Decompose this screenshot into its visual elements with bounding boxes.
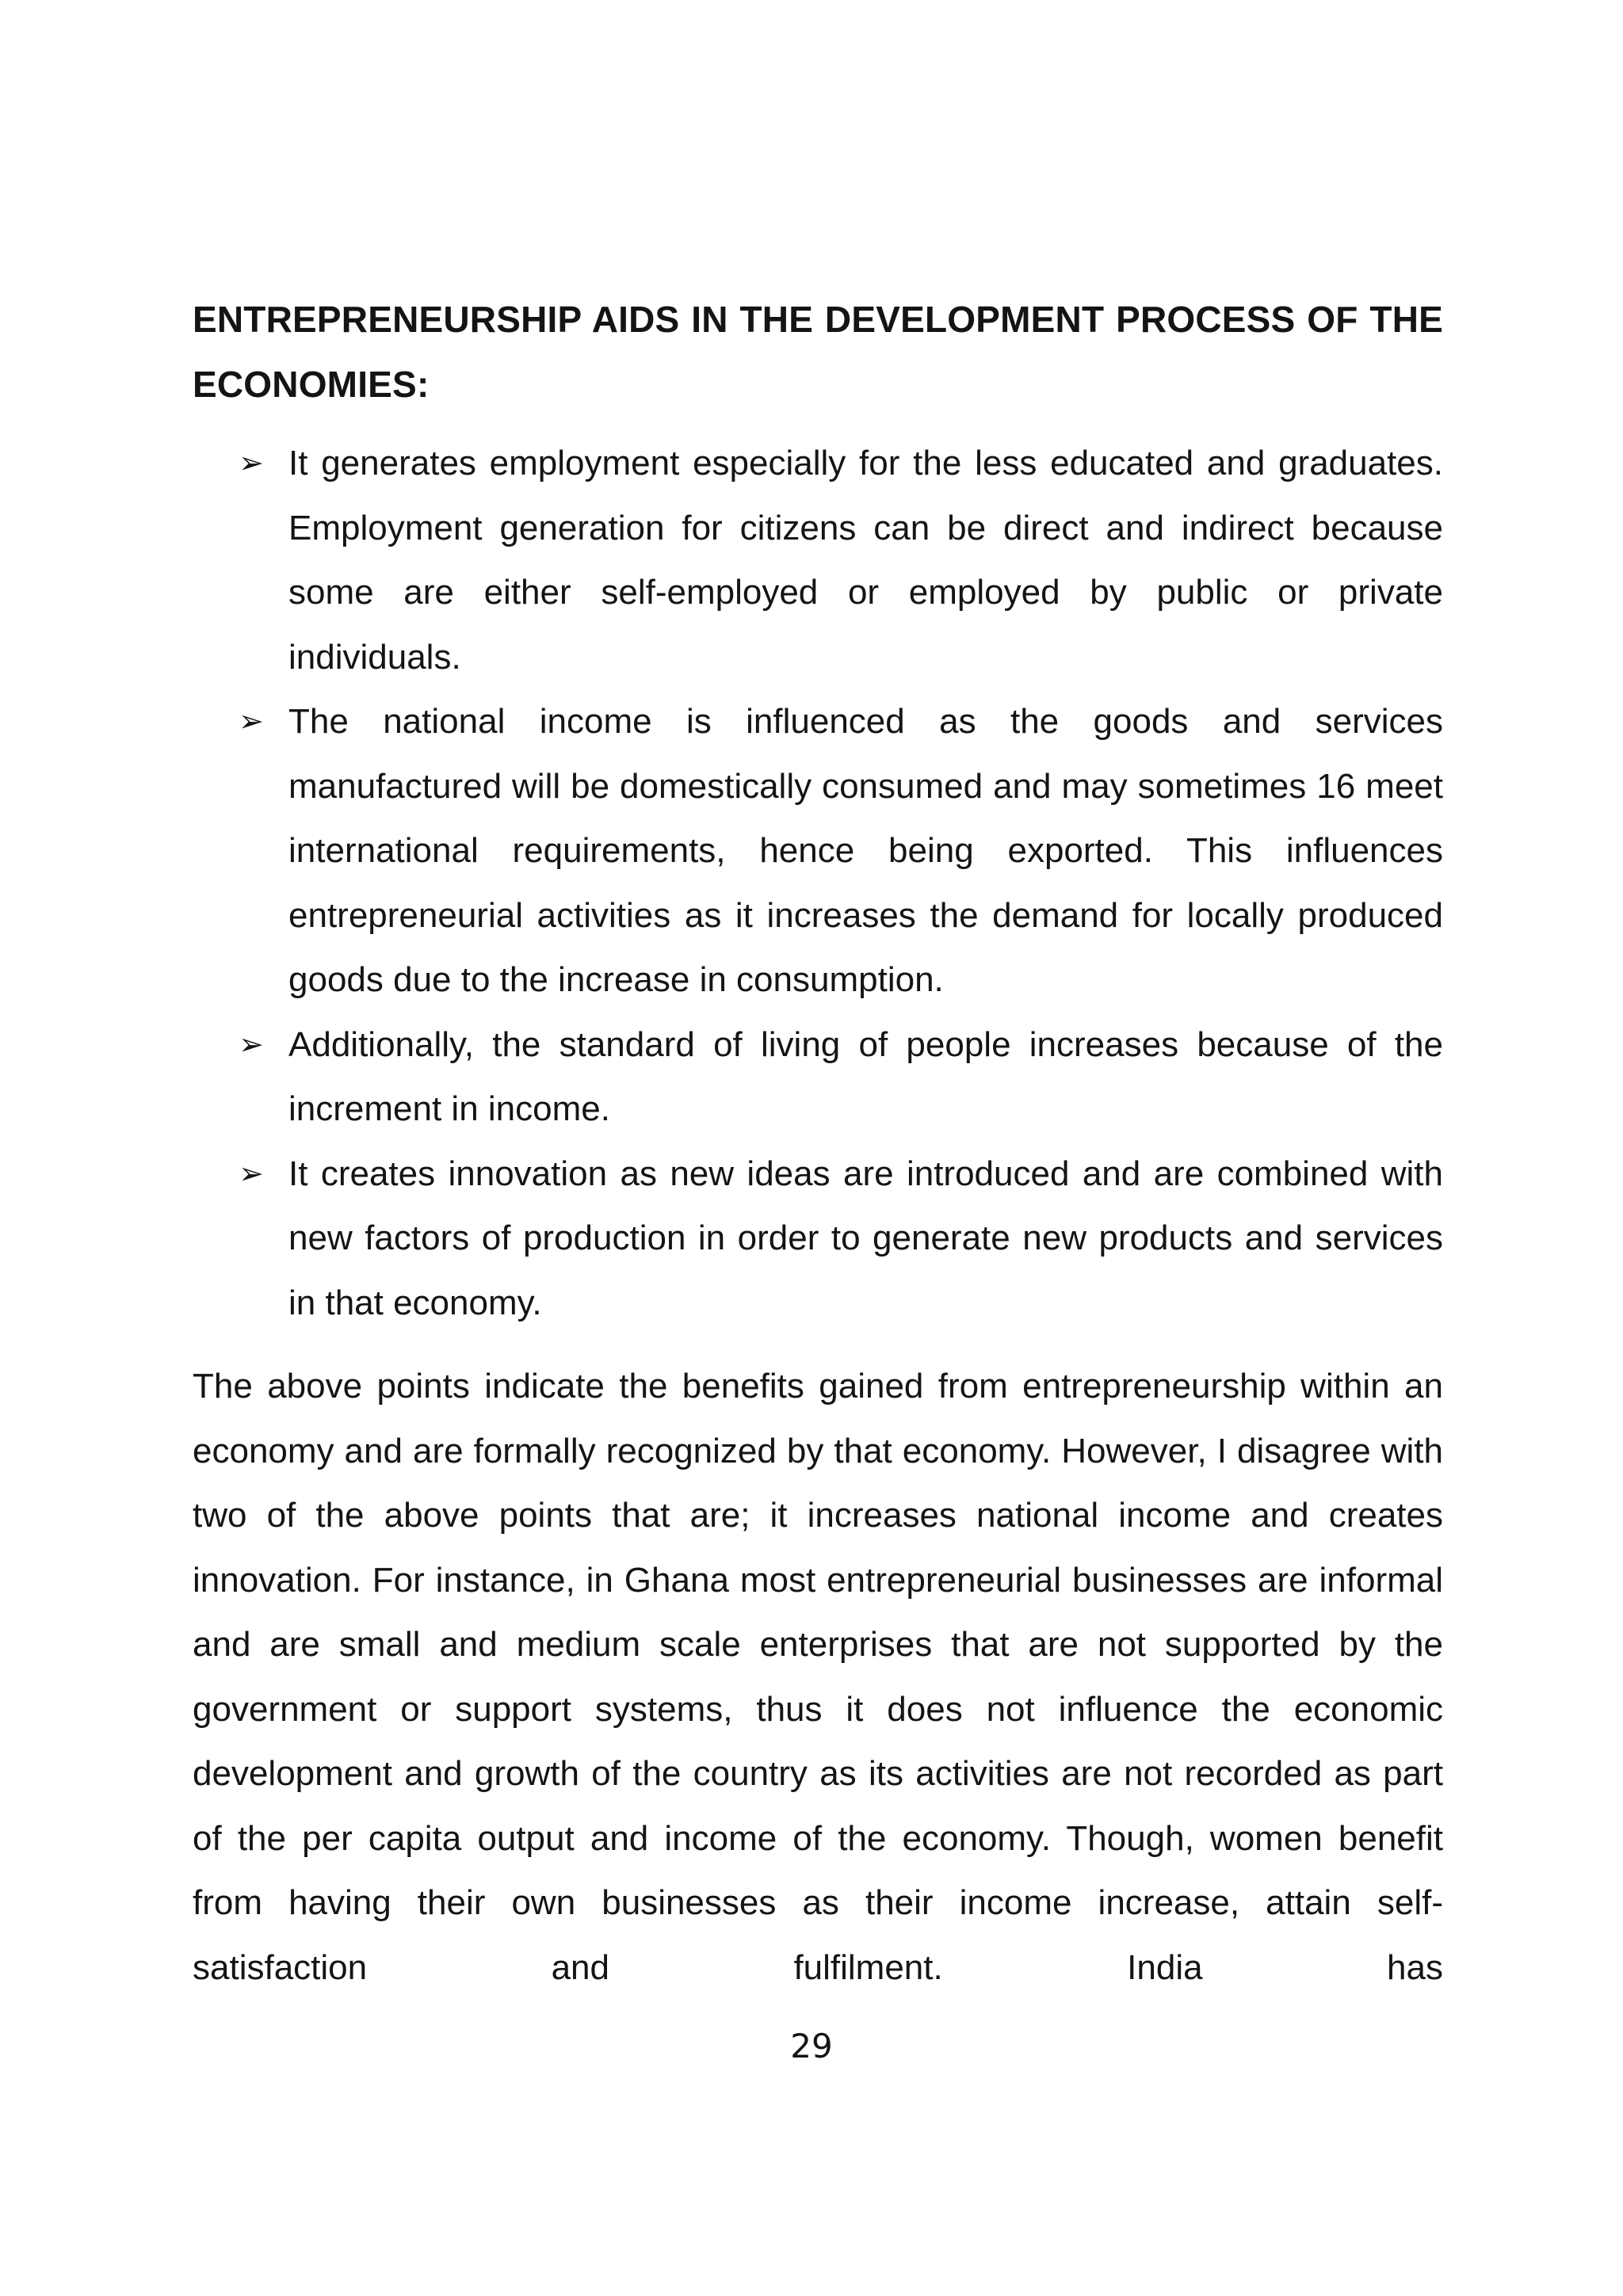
section-heading: ENTREPRENEURSHIP AIDS IN THE DEVELOPMENT PROCESS OF THE ECONOMIES: xyxy=(193,299,1443,405)
bullet-list xyxy=(193,431,1443,1335)
body-paragraph: The above points indicate the benefits gained from entrepreneurship within an economy and are formally recognized by that economy. However, I disagree with two of the above points that are; it increases national income and creates innovation. For instance, in Ghana most entrepreneurial businesses are informal and are small and medium scale enterprises that are not supported by the government or support systems, thus it does not influence the economic development and growth of the country as its activities are not recorded as part of the per capita output and income of the economy. Though, women benefit from having their own businesses as their income increase, attain self- satisfaction and fulfilment. India has xyxy=(193,1367,1443,1987)
page-number: 29 xyxy=(790,2027,833,2065)
bullet-text: It creates innovation as new ideas are introduced and are combined with new factors of production in order to generate new products and services in that economy. xyxy=(288,1154,1443,1322)
bullet-text: The national income is influenced as the goods and services manufactured will be domestically consumed and may sometimes 16 meet international requirements, hence being exported. This influences entrepreneurial activities as it increases the demand for locally produced goods due to the increase in consumption. xyxy=(288,702,1443,999)
document-page xyxy=(193,287,1443,2000)
arrow-bullet-icon: ➢ xyxy=(239,1026,264,1062)
arrow-bullet-icon: ➢ xyxy=(239,704,264,738)
bullet-text: It generates employment especially for the less educated and graduates. Employment generation for citizens can be direct and indirect because some are either self-employed or employed by public or private individuals. xyxy=(288,444,1443,677)
arrow-bullet-icon: ➢ xyxy=(239,1155,264,1191)
bullet-item xyxy=(193,1013,1443,1142)
bullet-item xyxy=(193,1142,1443,1336)
bullet-item xyxy=(193,689,1443,1013)
bullet-text: Additionally, the standard of living of people increases because of the increment in income. xyxy=(288,1024,1443,1128)
bullet-item xyxy=(193,431,1443,689)
arrow-bullet-icon: ➢ xyxy=(239,445,264,480)
